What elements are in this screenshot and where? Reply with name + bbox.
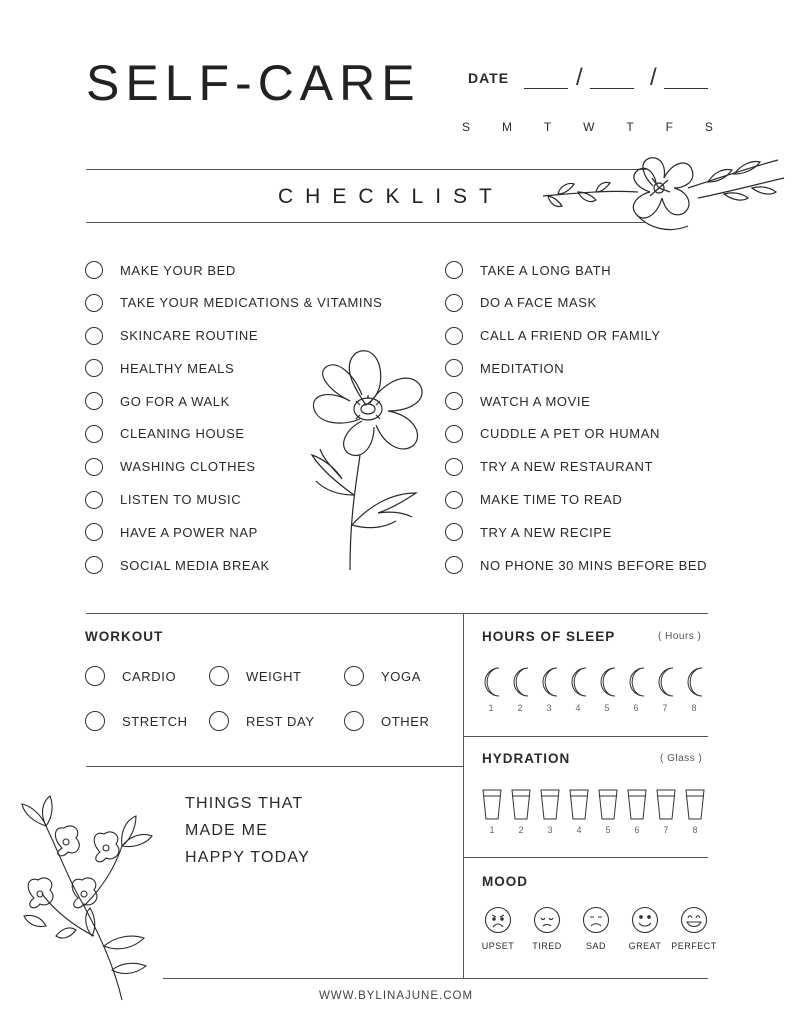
mood-labels [470, 941, 722, 951]
day-saturday[interactable]: S [704, 120, 714, 134]
sleep-hour-7[interactable]: 7 [662, 703, 668, 713]
checklist-item[interactable]: MAKE YOUR BED [85, 259, 382, 281]
hydration-glass-4[interactable]: 4 [576, 825, 582, 835]
sleep-hour-2[interactable]: 2 [517, 703, 523, 713]
great-face-icon [633, 908, 658, 933]
perfect-face-icon [682, 908, 707, 933]
sleep-unit: ( Hours ) [658, 631, 702, 642]
checkbox-circle[interactable] [445, 294, 463, 312]
sad-face-icon [584, 908, 609, 933]
checkbox-circle[interactable] [85, 294, 103, 312]
checklist-item[interactable]: NO PHONE 30 MINS BEFORE BED [445, 554, 707, 576]
workout-option-yoga[interactable]: YOGA [344, 665, 421, 687]
checklist-item[interactable]: HAVE A POWER NAP [85, 521, 382, 543]
day-wednesday[interactable]: W [583, 120, 596, 134]
checklist-item[interactable]: CUDDLE A PET OR HUMAN [445, 423, 707, 445]
moon-icon [630, 668, 644, 696]
checkbox-circle[interactable] [445, 458, 463, 476]
checkbox-circle[interactable] [344, 666, 364, 686]
mood-perfect[interactable]: PERFECT [671, 941, 717, 951]
checkbox-circle[interactable] [445, 491, 463, 509]
checkbox-circle[interactable] [445, 425, 463, 443]
workout-option-weight[interactable]: WEIGHT [209, 665, 302, 687]
checkbox-circle[interactable] [209, 666, 229, 686]
mood-sad[interactable]: SAD [585, 941, 606, 951]
sleep-hour-3[interactable]: 3 [546, 703, 552, 713]
happy-line-1: THINGS THAT [185, 795, 304, 812]
checklist-item[interactable]: TRY A NEW RESTAURANT [445, 456, 707, 478]
checkbox-circle[interactable] [85, 711, 105, 731]
moon-icon [659, 668, 673, 696]
checkbox-circle[interactable] [445, 523, 463, 541]
sleep-moons [481, 666, 711, 698]
flower-branch-icon [4, 786, 164, 1004]
upset-face-icon [486, 908, 511, 933]
checkbox-circle[interactable] [85, 392, 103, 410]
hydration-glass-6[interactable]: 6 [634, 825, 640, 835]
hydration-glass-7[interactable]: 7 [663, 825, 669, 835]
hydration-glass-2[interactable]: 2 [518, 825, 524, 835]
poppy-flower-icon [300, 345, 430, 575]
date-slash-1: / [576, 64, 583, 91]
glass-icon [628, 790, 646, 819]
hydration-numbers [482, 825, 705, 835]
checkbox-circle[interactable] [85, 359, 103, 377]
mood-great[interactable]: GREAT [628, 941, 662, 951]
day-monday[interactable]: M [501, 120, 513, 134]
workout-bottom-rule [86, 766, 464, 767]
checklist-item[interactable]: LISTEN TO MUSIC [85, 489, 382, 511]
hydration-glass-3[interactable]: 3 [547, 825, 553, 835]
moon-icon [572, 668, 586, 696]
checkbox-circle[interactable] [445, 261, 463, 279]
footer-url[interactable]: WWW.BYLINAJUNE.COM [318, 990, 474, 1002]
sleep-hour-8[interactable]: 8 [691, 703, 697, 713]
checkbox-circle[interactable] [344, 711, 364, 731]
moon-icon [688, 668, 702, 696]
mood-faces [484, 906, 712, 936]
checklist-title: CHECKLIST [278, 185, 504, 208]
checkbox-circle[interactable] [85, 491, 103, 509]
checkbox-circle[interactable] [445, 327, 463, 345]
checklist-item[interactable]: MEDITATION [445, 357, 707, 379]
checklist-item[interactable]: TRY A NEW RECIPE [445, 521, 707, 543]
date-month-line[interactable] [524, 88, 568, 89]
glass-icon [483, 790, 501, 819]
workout-option-rest-day[interactable]: REST DAY [209, 710, 315, 732]
day-sunday[interactable]: S [462, 120, 472, 134]
glass-icon [570, 790, 588, 819]
sleep-hour-6[interactable]: 6 [633, 703, 639, 713]
day-tuesday[interactable]: T [543, 120, 553, 134]
workout-option-stretch[interactable]: STRETCH [85, 710, 188, 732]
glass-icon [599, 790, 617, 819]
checklist-item[interactable]: SKINCARE ROUTINE [85, 325, 382, 347]
checklist-item[interactable]: SOCIAL MEDIA BREAK [85, 554, 382, 576]
hydration-unit: ( Glass ) [660, 753, 703, 764]
moon-icon [543, 668, 557, 696]
checklist-item[interactable]: HEALTHY MEALS [85, 357, 382, 379]
workout-option-other[interactable]: OTHER [344, 710, 430, 732]
day-friday[interactable]: F [665, 120, 674, 134]
day-thursday[interactable]: T [626, 120, 635, 134]
date-year-line[interactable] [664, 88, 708, 89]
checkbox-circle[interactable] [209, 711, 229, 731]
glass-icon [686, 790, 704, 819]
moon-icon [485, 668, 499, 696]
flower-branch-icon [538, 148, 788, 243]
checkbox-circle[interactable] [85, 556, 103, 574]
mood-tired[interactable]: TIRED [532, 941, 562, 951]
sleep-numbers [481, 703, 704, 713]
sleep-title: HOURS OF SLEEP [482, 629, 616, 644]
moon-icon [514, 668, 528, 696]
checkbox-circle[interactable] [85, 327, 103, 345]
happy-line-2: MADE ME [185, 822, 269, 839]
sleep-bottom-rule [463, 736, 708, 737]
sleep-hour-1[interactable]: 1 [488, 703, 494, 713]
hydration-glasses [481, 788, 711, 822]
glass-icon [541, 790, 559, 819]
lower-section-top-rule [86, 613, 708, 614]
checkbox-circle[interactable] [85, 523, 103, 541]
mood-title: MOOD [482, 874, 528, 889]
checkbox-circle[interactable] [445, 392, 463, 410]
hydration-bottom-rule [463, 857, 708, 858]
workout-title: WORKOUT [85, 629, 164, 644]
tired-face-icon [535, 908, 560, 933]
mood-upset[interactable]: UPSET [481, 941, 515, 951]
checklist-item[interactable]: CALL A FRIEND OR FAMILY [445, 325, 707, 347]
hydration-glass-5[interactable]: 5 [605, 825, 611, 835]
hydration-glass-8[interactable]: 8 [692, 825, 698, 835]
checklist-item[interactable]: GO FOR A WALK [85, 390, 382, 412]
checkbox-circle[interactable] [85, 458, 103, 476]
checkbox-circle[interactable] [85, 666, 105, 686]
checklist-item[interactable]: TAKE A LONG BATH [445, 259, 707, 281]
lower-section-divider [463, 613, 464, 978]
checkbox-circle[interactable] [445, 359, 463, 377]
checkbox-circle[interactable] [85, 425, 103, 443]
checklist-item[interactable]: WASHING CLOTHES [85, 456, 382, 478]
page-title: SELF-CARE [86, 55, 421, 111]
checklist-item[interactable]: CLEANING HOUSE [85, 423, 382, 445]
checklist-item[interactable]: MAKE TIME TO READ [445, 489, 707, 511]
date-day-line[interactable] [590, 88, 634, 89]
workout-option-cardio[interactable]: CARDIO [85, 665, 176, 687]
sleep-hour-4[interactable]: 4 [575, 703, 581, 713]
hydration-title: HYDRATION [482, 751, 571, 766]
sleep-hour-5[interactable]: 5 [604, 703, 610, 713]
hydration-glass-1[interactable]: 1 [489, 825, 495, 835]
happy-line-3: HAPPY TODAY [185, 849, 310, 866]
date-label: DATE [468, 70, 510, 86]
happy-today-heading [185, 790, 310, 871]
date-slash-2: / [650, 64, 657, 91]
checklist-item[interactable]: DO A FACE MASK [445, 292, 707, 314]
moon-icon [601, 668, 615, 696]
page-bottom-rule [163, 978, 708, 979]
glass-icon [657, 790, 675, 819]
checklist-item[interactable]: TAKE YOUR MEDICATIONS & VITAMINS [85, 292, 382, 314]
checkbox-circle[interactable] [85, 261, 103, 279]
glass-icon [512, 790, 530, 819]
checkbox-circle[interactable] [445, 556, 463, 574]
weekday-row [462, 120, 714, 134]
checklist-right-column [445, 259, 707, 576]
checklist-item[interactable]: WATCH A MOVIE [445, 390, 707, 412]
